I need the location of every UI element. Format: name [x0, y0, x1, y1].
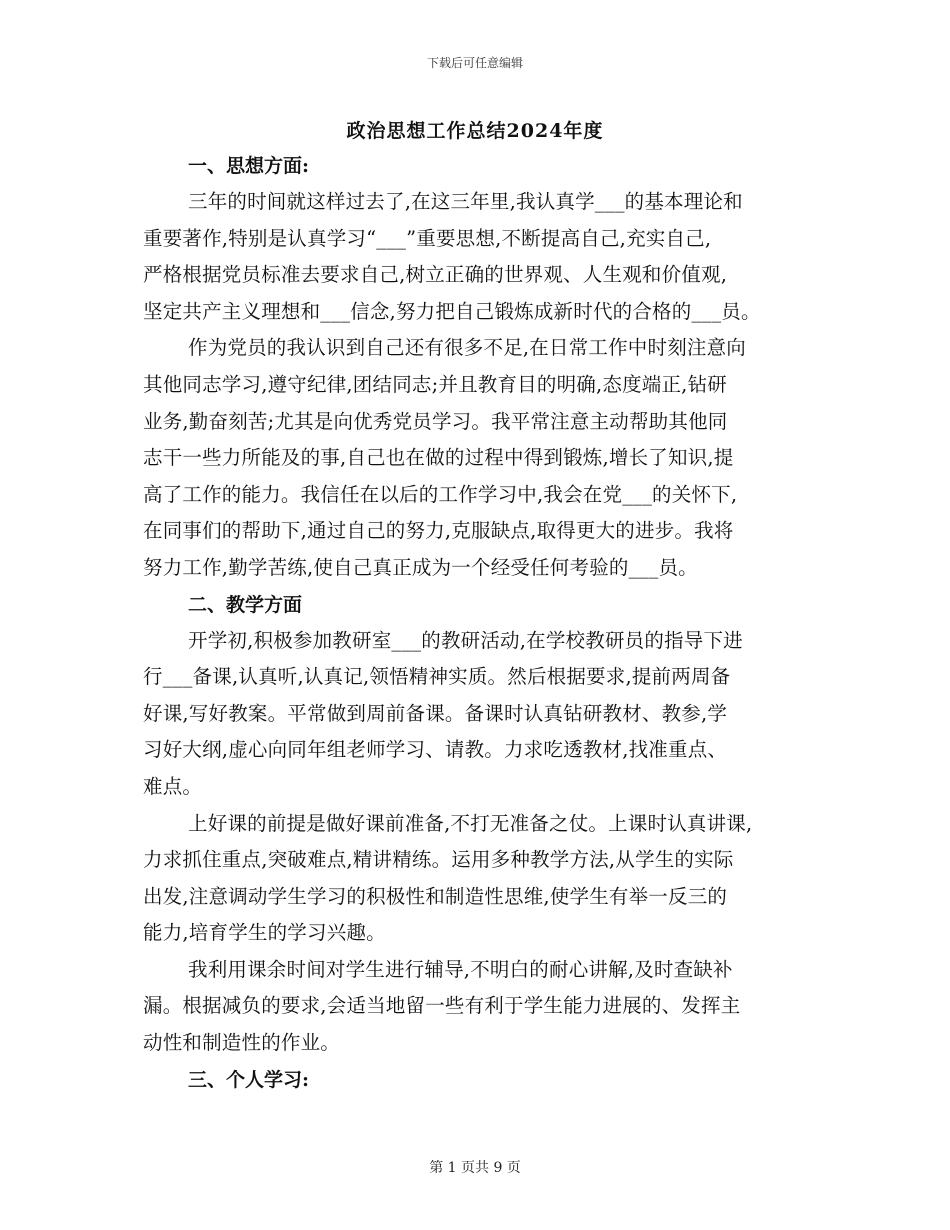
- paragraph-line: 坚定共产主义理想和___信念,努力把自己锻炼成新时代的合格的___员。: [143, 299, 761, 323]
- paragraph-line: 难点。: [143, 774, 203, 798]
- paragraph-line: 好课,写好教案。平常做到周前备课。备课时认真钻研教材、教参,学: [143, 701, 728, 725]
- paragraph: [143, 952, 825, 1062]
- paragraph-line: 努力工作,勤学苦练,使自己真正成为一个经受任何考验的___员。: [143, 555, 698, 579]
- section-heading: 一、思想方面:: [188, 155, 310, 177]
- paragraph-line: 高了工作的能力。我信任在以后的工作学习中,我会在党___的关怀下,: [143, 482, 738, 506]
- paragraph-line: 作为党员的我认识到自己还有很多不足,在日常工作中时刻注意向: [188, 336, 746, 360]
- section-heading: 二、教学方面: [188, 593, 303, 616]
- paragraph-line: 在同事们的帮助下,通过自己的努力,克服缺点,取得更大的进步。我将: [143, 519, 734, 543]
- paragraph-line: 力求抓住重点,突破难点,精讲精练。运用多种教学方法,从学生的实际: [143, 848, 734, 872]
- paragraph-line: 业务,勤奋刻苦;尤其是向优秀党员学习。我平常注意主动帮助其他同: [143, 409, 728, 433]
- page-header: 下载后可任意编辑: [426, 56, 523, 70]
- paragraph-line: 能力,培育学生的学习兴趣。: [143, 921, 386, 945]
- paragraph-line: 我利用课余时间对学生进行辅导,不明白的耐心讲解,及时查缺补: [188, 957, 733, 981]
- paragraph-line: 其他同志学习,遵守纪律,团结同志;并且教育目的明确,态度端正,钻研: [143, 372, 727, 396]
- document-title: 政治思想工作总结2024年度: [346, 120, 604, 142]
- section-heading: 三、个人学习:: [188, 1068, 310, 1091]
- paragraph-line: 习好大纲,虚心向同年组老师学习、请教。力求吃透教材,找准重点、: [143, 738, 728, 762]
- paragraph-line: 行___备课,认真听,认真记,领悟精神实质。然后根据要求,提前两周备: [143, 665, 731, 689]
- page-footer: 第 1 页共 9 页: [429, 1160, 521, 1176]
- paragraph-line: 动性和制造性的作业。: [143, 1031, 341, 1055]
- paragraph-line: 志干一些力所能及的事,自己也在做的过程中得到锻炼,增长了知识,提: [143, 446, 734, 470]
- paragraph-line: 开学初,积极参加教研室___的教研活动,在学校教研员的指导下进: [188, 628, 743, 652]
- paragraph-line: 漏。根据减负的要求,会适当地留一些有利于学生能力进展的、发挥主: [143, 994, 741, 1018]
- paragraph-line: 三年的时间就这样过去了,在这三年里,我认真学___的基本理论和: [188, 190, 743, 213]
- paragraph-line: 重要著作,特别是认真学习“___”重要思想,不断提高自己,充实自己,: [143, 226, 712, 250]
- paragraph-line: 出发,注意调动学生学习的积极性和制造性思维,使学生有举一反三的: [143, 884, 728, 908]
- paragraph-line: 上好课的前提是做好课前准备,不打无准备之仗。上课时认真讲课,: [188, 811, 753, 835]
- paragraph: [143, 184, 825, 330]
- paragraph: [143, 623, 825, 806]
- paragraph: [143, 806, 825, 952]
- paragraph-line: 严格根据党员标准去要求自己,树立正确的世界观、人生观和价值观,: [143, 263, 728, 287]
- document-body: [143, 148, 825, 1098]
- paragraph: [143, 330, 825, 586]
